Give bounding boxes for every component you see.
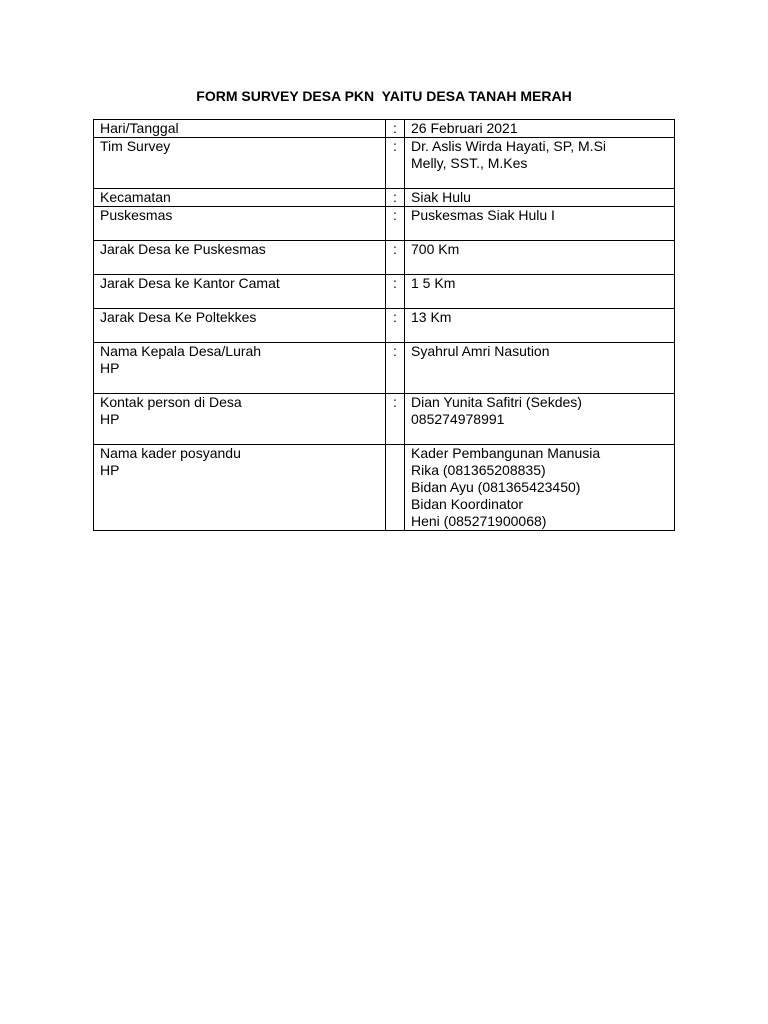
row-separator: :: [386, 394, 405, 445]
row-label: Nama kader posyandu HP: [94, 445, 386, 531]
row-separator: :: [386, 138, 405, 189]
row-label: Hari/Tanggal: [94, 120, 386, 138]
row-separator: :: [386, 207, 405, 241]
row-value: Siak Hulu: [405, 189, 675, 207]
table-row: [94, 445, 675, 531]
row-label: Jarak Desa ke Puskesmas: [94, 241, 386, 275]
row-value: Puskesmas Siak Hulu I: [405, 207, 675, 241]
row-label: Jarak Desa ke Kantor Camat: [94, 275, 386, 309]
row-label: Jarak Desa Ke Poltekkes: [94, 309, 386, 343]
table-row: [94, 138, 675, 189]
row-separator: :: [386, 120, 405, 138]
table-row: [94, 343, 675, 394]
row-value: 1 5 Km: [405, 275, 675, 309]
table-row: [94, 189, 675, 207]
row-value: Kader Pembangunan Manusia Rika (081365208835) Bidan Ayu (081365423450) Bidan Koordinator Heni (085271900068): [405, 445, 675, 531]
row-label: Tim Survey: [94, 138, 386, 189]
row-value: 26 Februari 2021: [405, 120, 675, 138]
row-separator: :: [386, 343, 405, 394]
row-label: Nama Kepala Desa/Lurah HP: [94, 343, 386, 394]
table-row: [94, 309, 675, 343]
table-row: [94, 207, 675, 241]
row-label: Kecamatan: [94, 189, 386, 207]
row-separator: :: [386, 241, 405, 275]
row-value: 700 Km: [405, 241, 675, 275]
survey-form-table: [93, 119, 675, 531]
row-separator: :: [386, 189, 405, 207]
row-separator: :: [386, 309, 405, 343]
row-separator: :: [386, 275, 405, 309]
row-label: Puskesmas: [94, 207, 386, 241]
table-row: [94, 394, 675, 445]
row-value: Dr. Aslis Wirda Hayati, SP, M.Si Melly, SST., M.Kes: [405, 138, 675, 189]
table-row: [94, 241, 675, 275]
row-value: Syahrul Amri Nasution: [405, 343, 675, 394]
table-row: [94, 275, 675, 309]
row-separator: [386, 445, 405, 531]
table-row: [94, 120, 675, 138]
row-value: Dian Yunita Safitri (Sekdes) 085274978991: [405, 394, 675, 445]
row-label: Kontak person di Desa HP: [94, 394, 386, 445]
page-title: FORM SURVEY DESA PKN YAITU DESA TANAH MERAH: [196, 88, 572, 104]
row-value: 13 Km: [405, 309, 675, 343]
